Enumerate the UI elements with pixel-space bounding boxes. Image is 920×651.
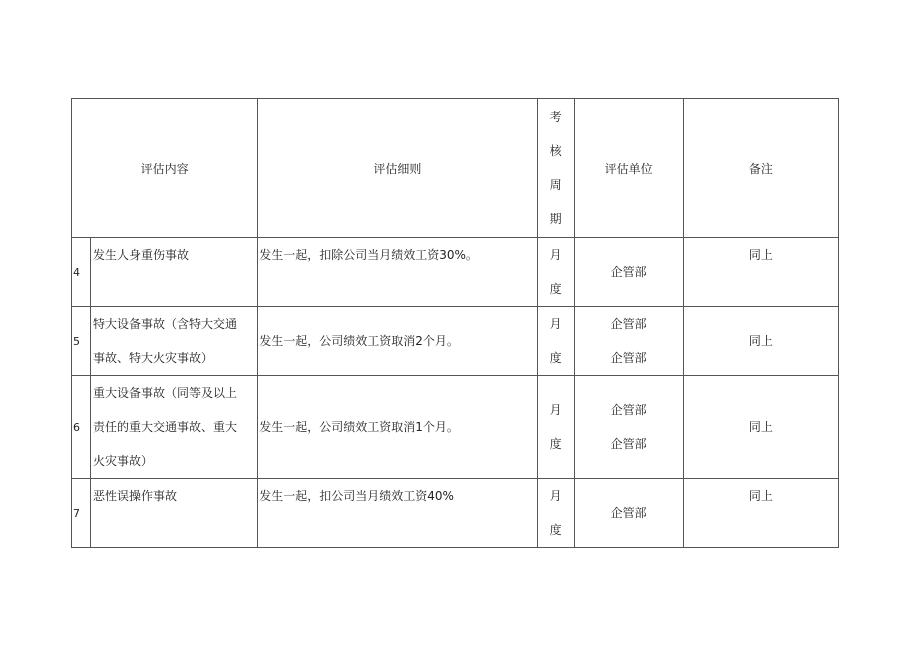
header-unit: 评估单位 [574,99,683,238]
header-period-char: 核 [549,144,562,158]
header-period-char: 考 [549,110,562,124]
row-content [91,479,258,548]
row-period [537,307,574,376]
header-period-char: 周 [549,178,562,192]
row-content-line: 恶性误操作事故 [93,489,178,503]
evaluation-table [71,98,839,548]
row-number: 5 [72,307,91,376]
row-unit-line: 企管部 [610,351,647,365]
row-period-char: 度 [549,437,562,451]
row-period-char: 度 [549,282,562,296]
header-period-char: 期 [549,212,562,226]
row-rule: 发生一起，扣公司当月绩效工资40% [258,479,537,548]
row-unit-line: 企管部 [610,265,647,279]
row-period-char: 月 [549,489,562,503]
row-period [537,376,574,479]
table-row [72,238,839,307]
row-unit [574,376,683,479]
row-period [537,238,574,307]
header-content: 评估内容 [72,99,258,238]
row-content-line: 事故、特大火灾事故） [93,351,214,365]
header-period [537,99,574,238]
row-rule: 发生一起，扣除公司当月绩效工资30%。 [258,238,537,307]
row-number: 6 [72,376,91,479]
row-rule: 发生一起，公司绩效工资取消1个月。 [258,376,537,479]
row-unit-line: 企管部 [610,317,647,331]
row-unit-line: 企管部 [610,506,647,520]
row-unit-line: 企管部 [610,437,647,451]
row-content-line: 重大设备事故（同等及以上 [93,386,238,400]
row-remark: 同上 [683,238,838,307]
row-period-char: 度 [549,523,562,537]
row-number: 4 [72,238,91,307]
row-content [91,307,258,376]
table-row [72,376,839,479]
row-period-char: 月 [549,317,562,331]
row-rule: 发生一起，公司绩效工资取消2个月。 [258,307,537,376]
row-unit [574,238,683,307]
row-unit-line: 企管部 [610,403,647,417]
row-content-line: 特大设备事故（含特大交通 [93,317,238,331]
row-remark: 同上 [683,479,838,548]
row-number: 7 [72,479,91,548]
row-period-char: 度 [549,351,562,365]
header-rule: 评估细则 [258,99,537,238]
row-remark: 同上 [683,307,838,376]
row-remark: 同上 [683,376,838,479]
row-content-line: 火灾事故） [93,454,154,468]
row-content [91,376,258,479]
row-content-line: 发生人身重伤事故 [93,248,190,262]
table-header-row [72,99,839,238]
row-period [537,479,574,548]
header-remark: 备注 [683,99,838,238]
row-period-char: 月 [549,248,562,262]
row-period-char: 月 [549,403,562,417]
row-content [91,238,258,307]
table-row [72,307,839,376]
row-content-line: 责任的重大交通事故、重大 [93,420,238,434]
table-row [72,479,839,548]
row-unit [574,307,683,376]
row-unit [574,479,683,548]
